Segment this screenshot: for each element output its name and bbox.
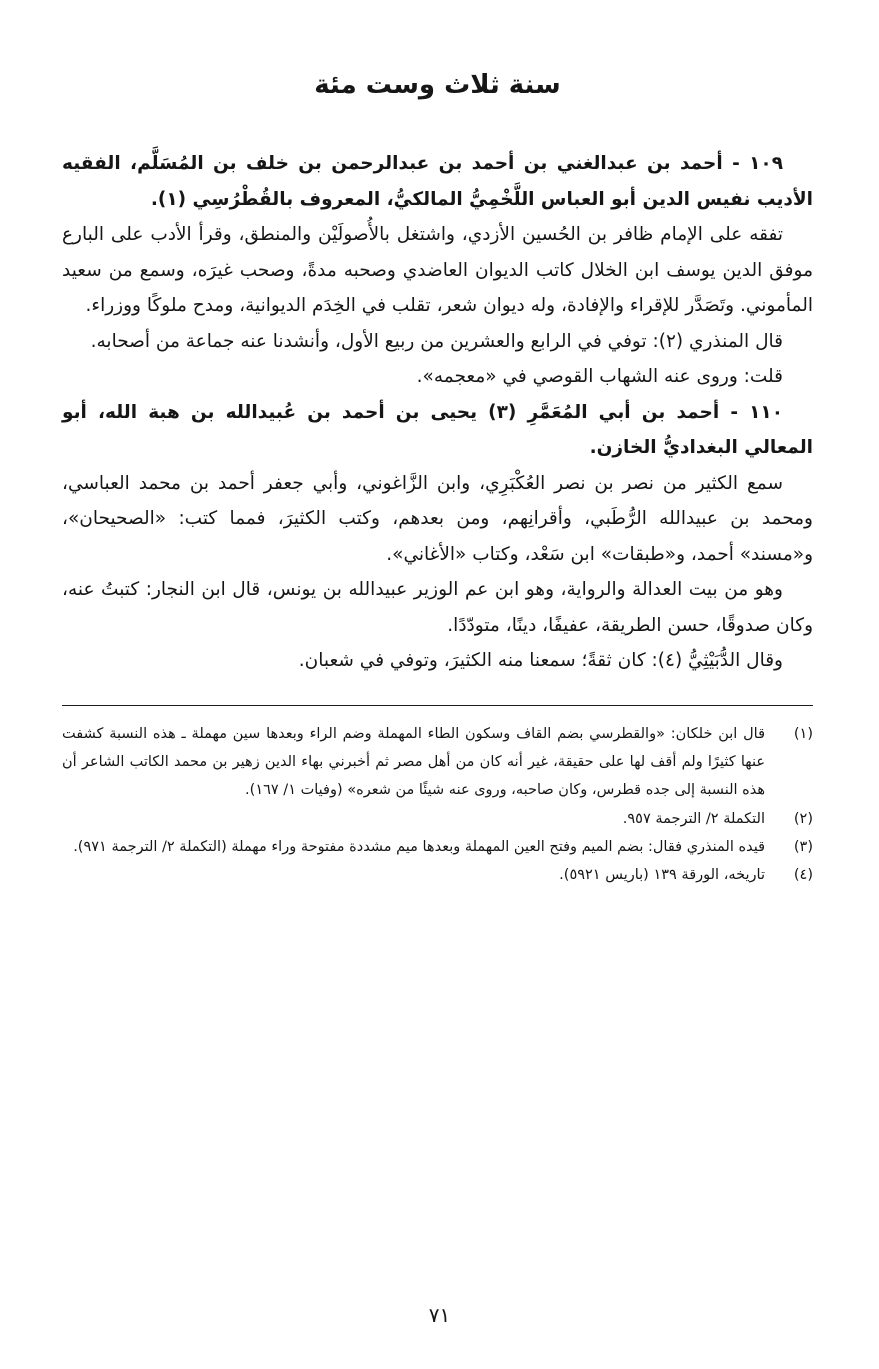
footnotes-section [62, 720, 813, 890]
main-text [62, 146, 813, 679]
page-number: ٧١ [428, 1303, 451, 1327]
footnote [62, 861, 813, 889]
entry-heading: ١٠٩ - أحمد بن عبدالغني بن أحمد بن عبدالرحمن بن خلف بن المُسَلَّم، الفقيه الأديب نفيس الدين أبو العباس اللَّخْمِيُّ المالكيُّ، المعروف بالقُطْرُسِي (١). [62, 153, 813, 210]
entry-paragraph: وقال الدُّبَيْثِيُّ (٤): كان ثقةً؛ سمعنا منه الكثيرَ، وتوفي في شعبان. [298, 650, 783, 672]
footnote [62, 833, 813, 861]
footnote [62, 720, 813, 805]
entry-paragraph: قلت: وروى عنه الشهاب القوصي في «معجمه». [416, 366, 783, 388]
footnote-text: قال ابن خلكان: «والقطرسي بضم القاف وسكون الطاء المهملة وضم الراء وبعدها سين مهملة ـ هذه النسبة كشفت عنها كثيرًا ولم أقف لها على حقيقة، غير أنه كان من أهل مصر ثم أخبرني بهاء الدين زهير بن محمد الكاتب الشاعر أن هذه النسبة إلى جده قطرس، وكان صاحبه، وروى عنه شيئًا من شعره» (وفيات ١/ ١٦٧). [62, 725, 765, 799]
footnote-marker: (٢) [793, 810, 813, 827]
footnote-text: تاريخه، الورقة ١٣٩ (باريس ٥٩٢١). [559, 867, 765, 884]
page-title: سنة ثلاث وست مئة [314, 70, 561, 100]
entry-paragraph: وهو من بيت العدالة والرواية، وهو ابن عم الوزير عبيدالله بن يونس، قال ابن النجار: كتبتُ عنه، وكان صدوقًا، حسن الطريقة، عفيفًا، دينًا، متودّدًا. [62, 579, 813, 636]
entry-110 [62, 395, 813, 679]
entry-heading: ١١٠ - أحمد بن أبي المُعَمَّرِ (٣) يحيى بن أحمد بن عُبيدالله بن هبة الله، أبو المعالي البغداديُّ الخازن. [62, 401, 813, 459]
entry-109 [62, 146, 813, 395]
footnote-text: التكملة ٢/ الترجمة ٩٥٧. [622, 810, 765, 827]
footnote-marker: (٤) [793, 867, 813, 884]
entry-paragraph: قال المنذري (٢): توفي في الرابع والعشرين من ربيع الأول، وأنشدنا عنه جماعة من أصحابه. [90, 330, 783, 352]
footnote-marker: (٣) [793, 838, 813, 855]
footnote [62, 805, 813, 833]
entry-paragraph: تفقه على الإمام ظافر بن الحُسين الأزدي، واشتغل بالأُصولَيْن والمنطق، وقرأ الأدب على البارع موفق الدين يوسف ابن الخلال كاتب الديوان العاضدي وصحبه مدةً، وصحب غيرَه، وسمع من سعيد المأموني. وتَصَدَّر للإقراء والإفادة، وله ديوان شعر، تقلب في الخِدَم الديوانية، ومدح ملوكًا ووزراء. [62, 224, 813, 317]
entry-paragraph: سمع الكثير من نصر بن نصر العُكْبَرِي، وابن الزَّاغوني، وأبي جعفر أحمد بن محمد العباسي، ومحمد بن عبيدالله الرُّطَبي، وأقرانِهم، ومن بعدهم، وكتب الكثيرَ، فمما كتب: «الصحيحان»، و«مسند» أحمد، و«طبقات» ابن سَعْد، وكتاب «الأغاني». [62, 472, 813, 565]
footnote-text: قيده المنذري فقال: بضم الميم وفتح العين المهملة وبعدها ميم مشددة مفتوحة وراء مهملة (التكملة ٢/ الترجمة ٩٧١). [73, 838, 765, 855]
footnote-separator [62, 705, 813, 706]
footnote-marker: (١) [793, 725, 813, 742]
